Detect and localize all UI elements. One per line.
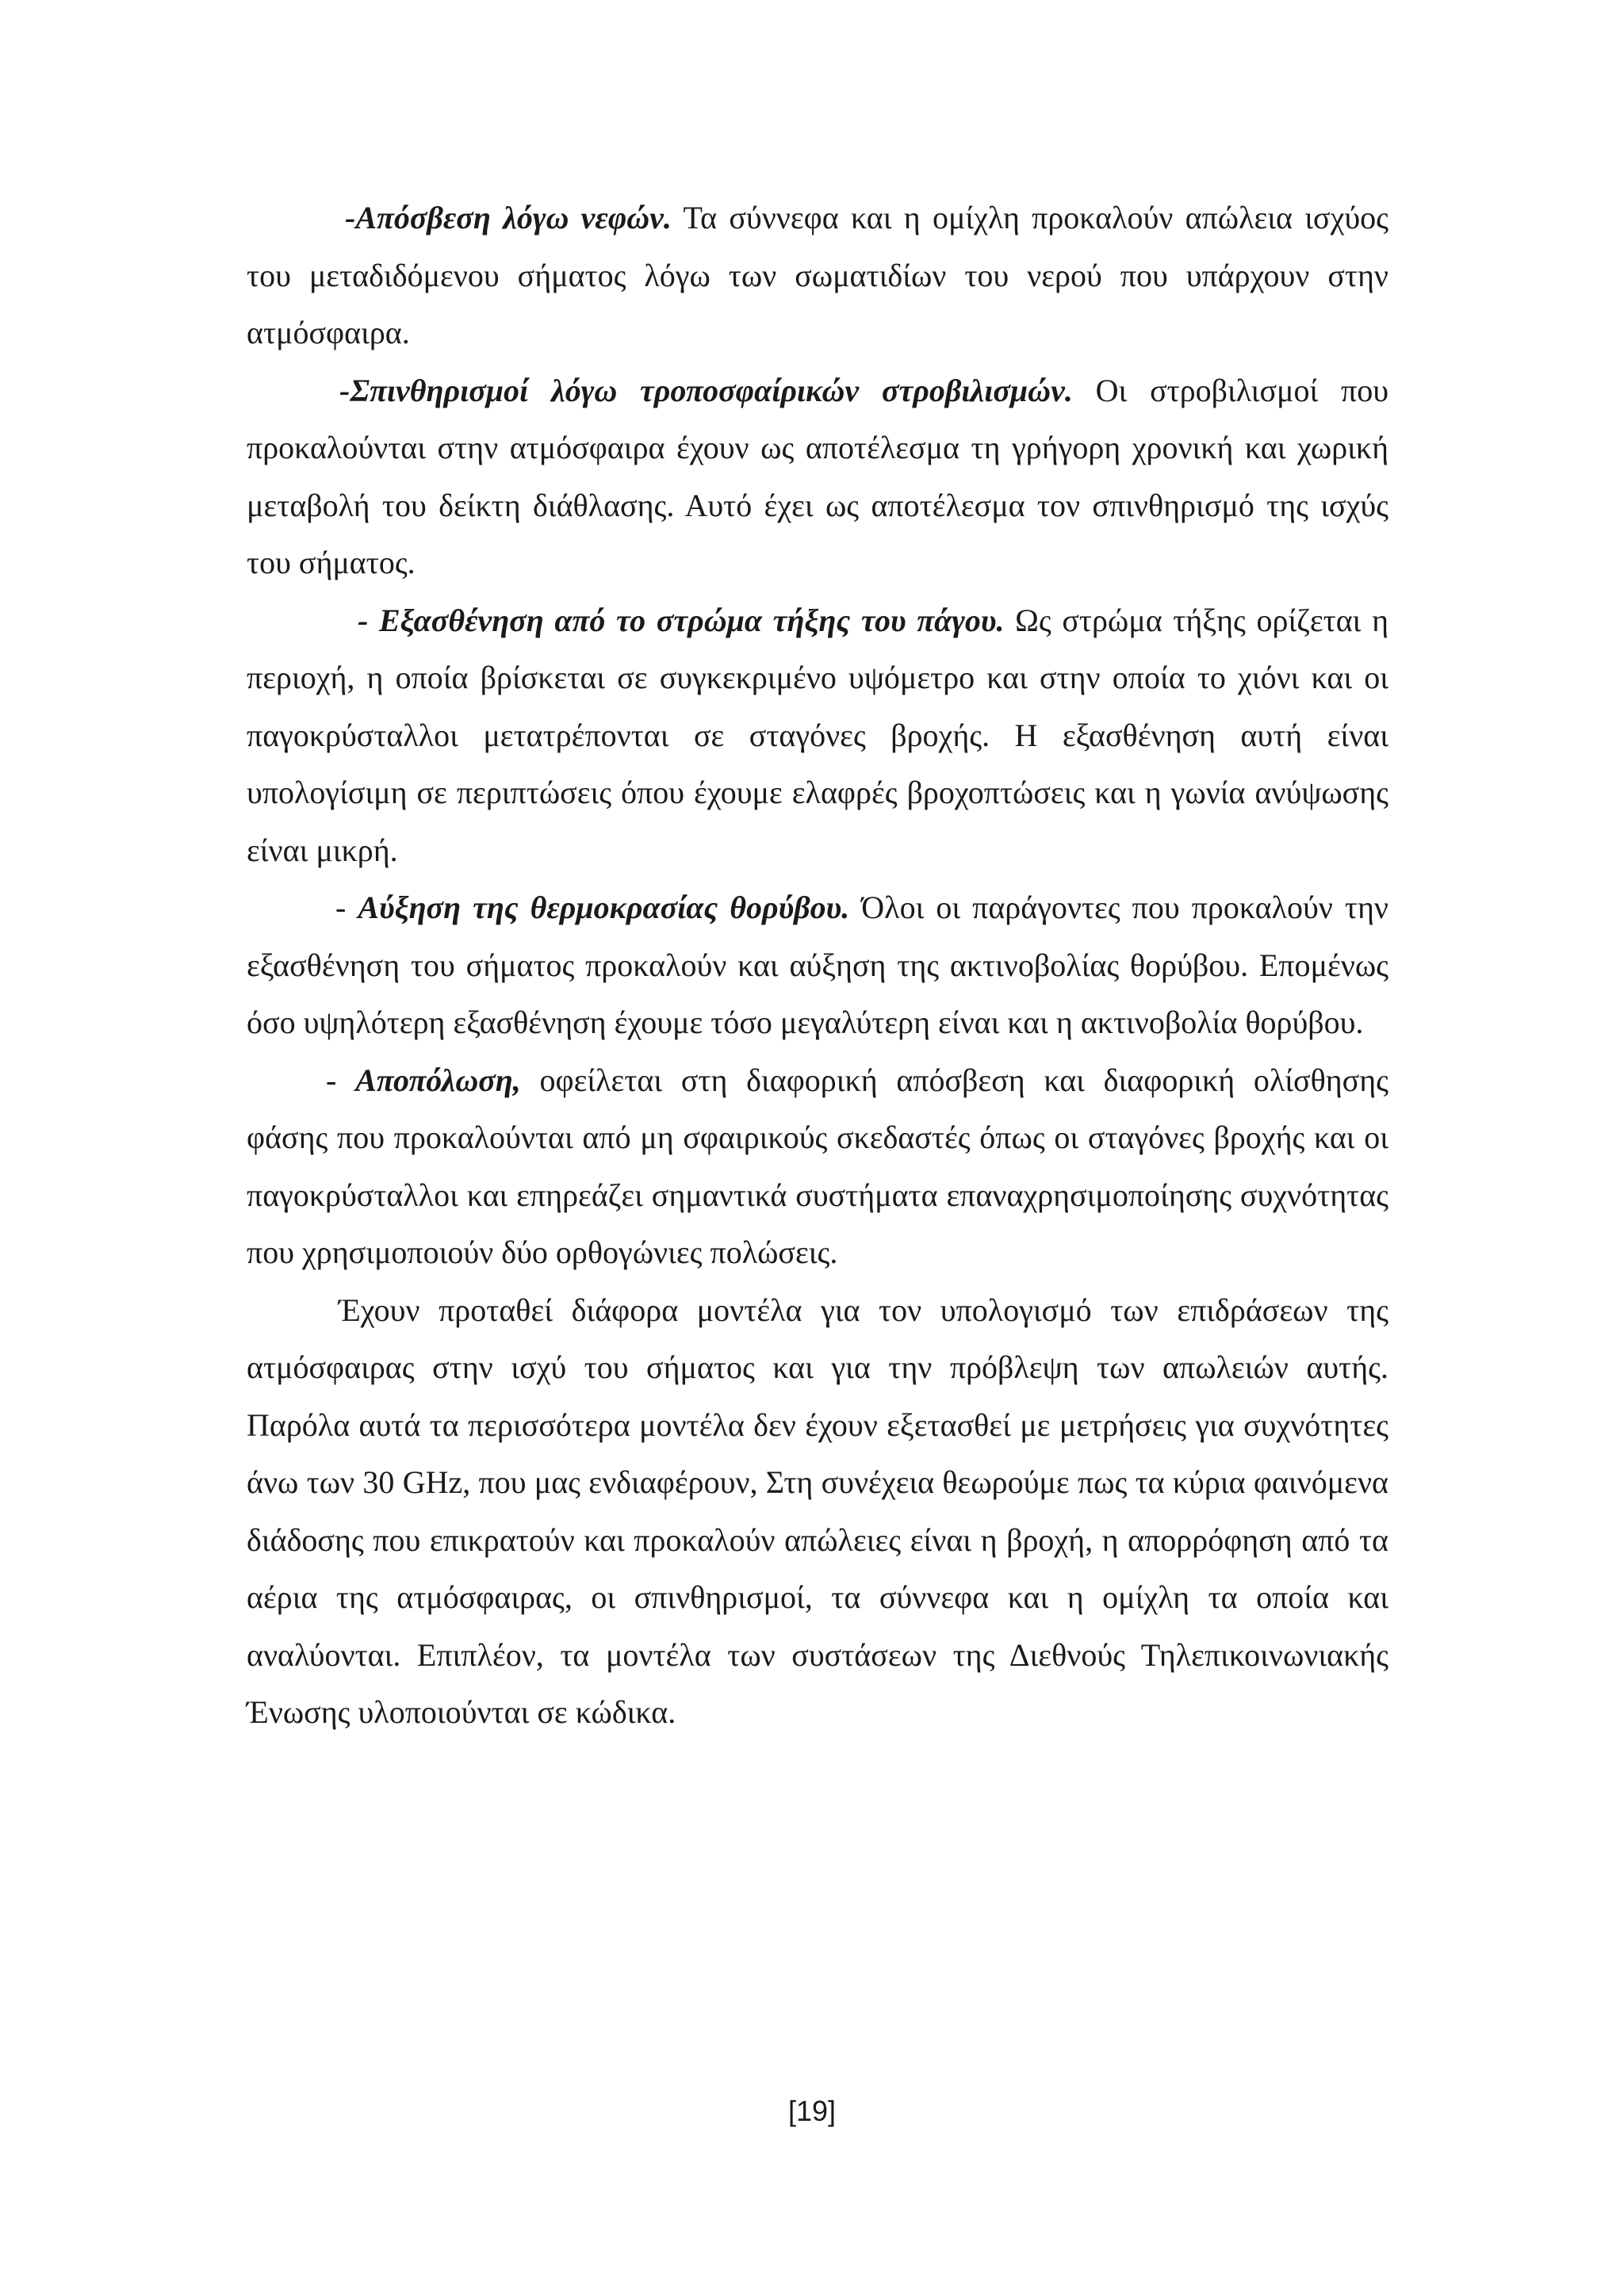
paragraph-body: Όλοι οι παράγοντες που προκαλούν την εξασθένηση του σήματος προκαλούν και αύξηση της ακτινοβολίας θορύβου. Επομένως όσο υψηλότερη εξασθένηση έχουμε τόσο μεγαλύτερη είναι και η ακτινοβολία θορύβου. [247, 890, 1388, 1040]
paragraph-body: Έχουν προταθεί διάφορα μοντέλα για τον υπολογισμό των επιδράσεων της ατμόσφαιρας στην ισχύ του σήματος και για την πρόβλεψη των απωλειών αυτής. Παρόλα αυτά τα περισσότερα μοντέλα δεν έχουν εξετασθεί με μετρήσεις για συχνότητες άνω των 30 GHz, που μας ενδιαφέρουν, Στη συνέχεια θεωρούμε πως τα κύρια φαινόμενα διάδοσης που επικρατούν και προκαλούν απώλειες είναι η βροχή, η απορρόφηση από τα αέρια της ατμόσφαιρας, οι σπινθηρισμοί, τα σύννεφα και η ομίχλη τα οποία και αναλύονται. Επιπλέον, τα μοντέλα των συστάσεων της Διεθνούς Τηλεπικοινωνιακής Ένωσης υλοποιούνται σε κώδικα. [247, 1292, 1388, 1730]
paragraph-heading: -Σπινθηρισμοί λόγω τροποσφαίρικών στροβιλισμών. [339, 372, 1073, 408]
paragraph-noise-temperature [247, 879, 1388, 1052]
paragraph-body: Τα σύννεφα και η ομίχλη προκαλούν απώλεια ισχύος του μεταδιδόμενου σήματος λόγω των σωματιδίων του νερού που υπάρχουν στην ατμόσφαιρα. [247, 200, 1388, 350]
body-text [247, 189, 1388, 1742]
paragraph-heading: Αύξηση της θερμοκρασίας θορύβου. [358, 890, 850, 925]
paragraph-models-summary [247, 1282, 1388, 1742]
paragraph-heading: Αποπόλωση, [355, 1062, 521, 1098]
paragraph-prefix: - [326, 1062, 356, 1098]
paragraph-heading: - Εξασθένηση από το στρώμα τήξης του πάγου. [358, 602, 1005, 638]
paragraph-body: Ως στρώμα τήξης ορίζεται η περιοχή, η οποία βρίσκεται σε συγκεκριμένο υψόμετρο και στην οποία το χιόνι και οι παγοκρύσταλλοι μετατρέπονται σε σταγόνες βροχής. Η εξασθένηση αυτή είναι υπολογίσιμη σε περιπτώσεις όπου έχουμε ελαφρές βροχοπτώσεις και η γωνία ανύψωσης είναι μικρή. [247, 602, 1388, 868]
paragraph-prefix: - [335, 890, 358, 925]
paragraph-tropospheric-scintillation [247, 362, 1388, 592]
paragraph-cloud-attenuation [247, 189, 1388, 362]
page-number: [19] [787, 2095, 837, 2127]
paragraph-heading: -Απόσβεση λόγω νεφών. [345, 200, 672, 235]
paragraph-depolarization [247, 1052, 1388, 1282]
paragraph-body: οφείλεται στη διαφορική απόσβεση και διαφορική ολίσθησης φάσης που προκαλούνται από μη σφαιρικούς σκεδαστές όπως οι σταγόνες βροχής και οι παγοκρύσταλλοι και επηρεάζει σημαντικά συστήματα επαναχρησιμοποίησης συχνότητας που χρησιμοποιούν δύο ορθογώνιες πολώσεις. [247, 1062, 1388, 1270]
paragraph-body: Οι στροβιλισμοί που προκαλούνται στην ατμόσφαιρα έχουν ως αποτέλεσμα τη γρήγορη χρονική και χωρική μεταβολή του δείκτη διάθλασης. Αυτό έχει ως αποτέλεσμα τον σπινθηρισμό της ισχύς του σήματος. [247, 372, 1389, 580]
paragraph-melting-layer [247, 592, 1388, 880]
